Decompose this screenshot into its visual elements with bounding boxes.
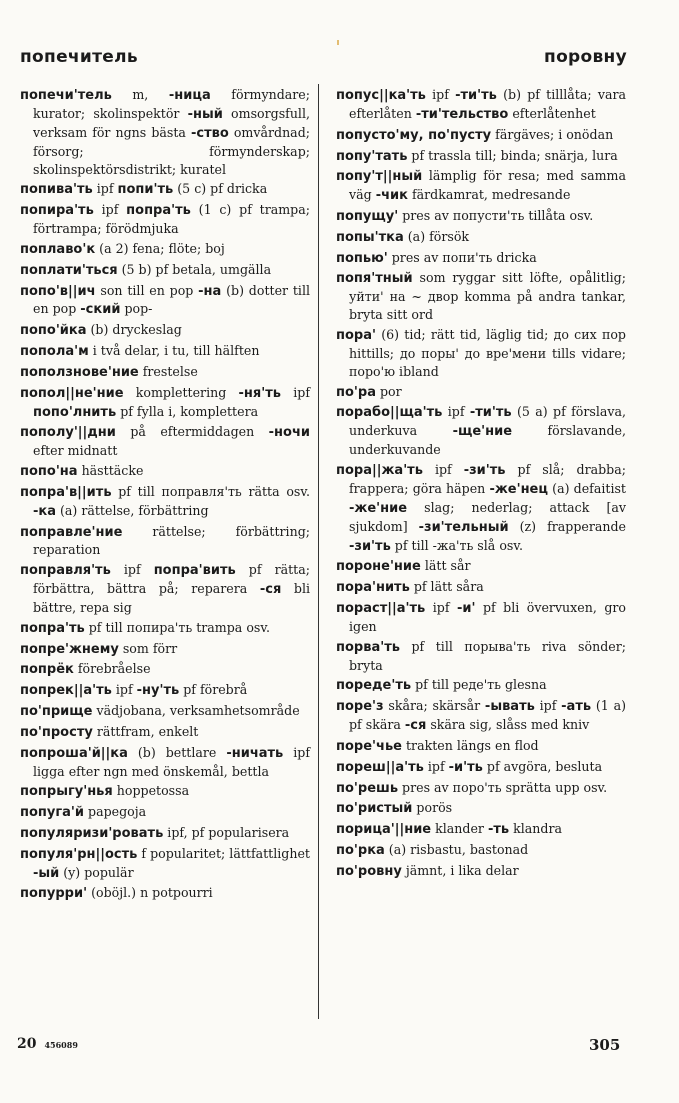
- headword: порабо||ща'ть: [336, 405, 443, 421]
- headword: -ский: [80, 302, 121, 318]
- headword: -ня'ть: [238, 385, 281, 401]
- headword: попурри': [20, 886, 88, 902]
- headword: попира'ть: [20, 203, 94, 219]
- headword: -и'ть: [448, 759, 483, 775]
- headword: -ница: [168, 88, 211, 103]
- headword: -ся: [259, 582, 282, 598]
- headword: попра'в||ить: [20, 484, 112, 500]
- right-column: [336, 86, 626, 883]
- dictionary-entry: по'ровну jämnt, i lika delar: [336, 862, 519, 879]
- dictionary-entry: попира'ть ipf попра'ть (1 c) pf trampa; förtrampa; förödmjuka: [20, 202, 310, 237]
- headword: -ть: [487, 822, 510, 838]
- headword: пораст||а'ть: [336, 601, 426, 617]
- dictionary-entry: попре'жнему som förr: [20, 640, 178, 657]
- headword: пореде'ть: [336, 678, 412, 694]
- dictionary-entry: попечи'тель m, -ница förmyndare; kurator; skolinspektör -ный omsorgsfull, verksam för ngns bästa -ство omvårdnad; försorg; förmynderskap; skolinspektörsdistrikt; kuratel: [20, 87, 310, 177]
- headword: -на: [198, 283, 222, 299]
- dictionary-entry: поре'з skåra; skärsår -ывать ipf -ать (1 a) pf skära -ся skära sig, slåss med kniv: [336, 698, 627, 734]
- headword: попо'на: [20, 464, 78, 480]
- dictionary-entry: пора||жа'ть ipf -зи'ть pf slå; drabba; frappera; göra häpen -же'нец (a) defaitist -же'ние slag; nederlag; attack [av sjukdom] -зи'тельный (z) frapperande -зи'ть pf till -жа'ть slå osv.: [336, 462, 626, 554]
- headword: по'рка: [336, 842, 385, 858]
- dictionary-entry: пополу'||дни på eftermiddagen -ночи efter midnatt: [20, 424, 310, 459]
- headword: -и': [456, 601, 476, 617]
- dictionary-entry: попра'ть pf till попира'ть trampa osv.: [20, 619, 270, 636]
- headword: попрёк: [20, 662, 74, 678]
- headword: -зи'ть: [349, 538, 391, 554]
- headword: попы'тка: [336, 229, 404, 245]
- headword: поползнове'ние: [20, 364, 139, 380]
- headword: попрек||а'ть: [20, 683, 112, 699]
- headword: попра'вить: [153, 563, 236, 579]
- dictionary-entry: попо'на hästtäcke: [20, 463, 144, 480]
- headword: поправля'ть: [20, 563, 111, 579]
- dictionary-entry: пореш||а'ть ipf -и'ть pf avgöra, besluta: [336, 758, 603, 775]
- dictionary-entry: попу'т||ный lämplig för resa; med samma väg -чик färdkamrat, medresande: [336, 168, 626, 204]
- headword: по'ровну: [336, 863, 402, 879]
- dictionary-entry: поправля'ть ipf попра'вить pf rätta; förbättra, bättra på; reparera -ся bli bättre, repa sig: [20, 562, 311, 616]
- headword: поре'з: [336, 699, 384, 715]
- headword: попола'м: [20, 344, 89, 360]
- folio-left: [17, 1036, 78, 1052]
- headword: попу'т||ный: [336, 169, 423, 185]
- dictionary-entry: попрёк förebråelse: [20, 661, 151, 678]
- page-number-left: 20: [17, 1036, 37, 1052]
- headword: -ти'ть: [469, 405, 512, 421]
- dictionary-entry: пора'нить pf lätt såra: [336, 579, 484, 596]
- headword: -же'ние: [349, 500, 408, 516]
- dictionary-entry: попурри' (oböjl.) n potpourri: [20, 885, 213, 902]
- headword: попре'жнему: [20, 641, 119, 657]
- dictionary-entry: поре'чье trakten längs en flod: [336, 737, 539, 754]
- headword: попо'в||ич: [20, 283, 96, 299]
- headword: попусто'му, по'пусту: [336, 127, 492, 143]
- headword: поправле'ние: [20, 524, 123, 540]
- headword: попол||не'ние: [20, 385, 124, 401]
- dictionary-entry: попо'в||ич son till en pop -на (b) dotter till en pop -ский pop-: [20, 282, 310, 318]
- headword: по'ристый: [336, 801, 413, 817]
- headword: пополу'||дни: [20, 425, 116, 441]
- dictionary-entry: порва'ть pf till порыва'ть riva sönder; bryta: [336, 638, 626, 673]
- margin-mark: [337, 40, 339, 45]
- dictionary-entry: попра'в||ить pf till поправля'ть rätta osv. -ка (a) rättelse, förbättring: [20, 483, 310, 519]
- headword: попус||ка'ть: [336, 88, 426, 103]
- dictionary-entry: пора' (6) tid; rätt tid, läglig tid; до сих пор hittills; до поры' до вре'мени tills vidare; поро'ю ibland: [336, 327, 626, 379]
- column-divider: [318, 84, 319, 1019]
- headword: популяризи'ровать: [20, 825, 164, 841]
- headword: попу'тать: [336, 148, 408, 164]
- headword: порва'ть: [336, 639, 400, 655]
- headword: попо'лнить: [33, 404, 117, 420]
- page-number-right: 305: [589, 1036, 621, 1054]
- dictionary-entry: попя'тный som ryggar sitt löfte, opålitlig; уйти' на ~ двор komma på andra tankar, bryta sitt ord: [336, 270, 626, 323]
- headword: пора'нить: [336, 580, 410, 596]
- headword: -ство: [190, 125, 229, 141]
- dictionary-entry: по'решь pres av поро'ть sprätta upp osv.: [336, 779, 608, 796]
- headword: попущу': [336, 209, 399, 224]
- running-head-right: поровну: [544, 47, 627, 67]
- headword: пороне'ние: [336, 559, 421, 575]
- dictionary-entry: попрек||а'ть ipf -ну'ть pf förebrå: [20, 682, 248, 699]
- dictionary-entry: поплаво'к (a 2) fena; flöte; boj: [20, 240, 225, 257]
- headword: -ся: [404, 718, 427, 734]
- dictionary-entry: пороне'ние lätt sår: [336, 558, 471, 575]
- dictionary-entry: попу'тать pf trassla till; binda; snärja, lura: [336, 147, 618, 164]
- headword: порица'||ние: [336, 822, 432, 838]
- headword: по'прище: [20, 704, 93, 720]
- dictionary-entry: попива'ть ipf попи'ть (5 c) pf dricka: [20, 181, 268, 198]
- dictionary-entry: попус||ка'ть ipf -ти'ть (b) pf tilllåta; vara efterlåten -ти'тельство efterlåtenhet: [336, 87, 626, 122]
- dictionary-entry: поползнове'ние frestelse: [20, 363, 198, 380]
- dictionary-entry: по'прище vädjobana, verksamhetsområde: [20, 703, 300, 720]
- headword: попра'ть: [20, 620, 85, 636]
- headword: по'ра: [336, 384, 376, 400]
- headword: -зи'ть: [463, 463, 506, 479]
- dictionary-entry: пораст||а'ть ipf -и' pf bli övervuxen, gro igen: [336, 600, 626, 634]
- headword: попива'ть: [20, 182, 93, 198]
- headword: по'решь: [336, 780, 399, 796]
- dictionary-entry: порабо||ща'ть ipf -ти'ть (5 a) pf förslava, underkuva -ще'ние förslavande, underkuvande: [336, 404, 626, 458]
- headword: пореш||а'ть: [336, 759, 424, 775]
- dictionary-entry: пореде'ть pf till реде'ть glesna: [336, 677, 547, 694]
- dictionary-entry: попроша'й||ка (b) bettlare -ничать ipf ligga efter ngn med önskemål, bettla: [20, 744, 310, 779]
- headword: -ти'ть: [455, 88, 497, 103]
- headword: по'просту: [20, 724, 93, 740]
- dictionary-entry: попы'тка (a) försök: [336, 228, 470, 245]
- headword: -ти'тельство: [415, 106, 509, 122]
- dictionary-entry: попущу' pres av попусти'ть tillåta osv.: [336, 208, 594, 224]
- headword: -ный: [187, 106, 223, 122]
- dictionary-entry: попусто'му, по'пусту färgäves; i onödan: [336, 126, 614, 143]
- dictionary-entry: по'ристый porös: [336, 800, 453, 817]
- headword: -ывать: [484, 699, 535, 715]
- dictionary-entry: поправле'ние rättelse; förbättring; reparation: [20, 523, 310, 558]
- dictionary-entry: поплати'ться (5 b) pf betala, umgälla: [20, 261, 272, 278]
- headword: -зи'тельный: [418, 519, 509, 535]
- dictionary-entry: популя'рн||ость f popularitet; lättfattlighet -ый (y) populär: [20, 845, 310, 881]
- dictionary-entry: попола'м i två delar, i tu, till hälften: [20, 343, 260, 360]
- dictionary-entry: порица'||ние klander -ть klandra: [336, 821, 562, 838]
- headword: -ночи: [268, 425, 310, 441]
- headword: популя'рн||ость: [20, 846, 138, 862]
- dictionary-entry: по'рка (a) risbastu, bastonad: [336, 841, 529, 858]
- headword: -ще'ние: [452, 424, 513, 440]
- headword: попрыгу'нья: [20, 784, 113, 800]
- headword: поплати'ться: [20, 262, 118, 278]
- headword: попра'ть: [126, 203, 191, 219]
- headword: попя'тный: [336, 271, 413, 287]
- headword: поплаво'к: [20, 241, 96, 257]
- headword: пора||жа'ть: [336, 463, 423, 479]
- headword: -ну'ть: [136, 683, 180, 699]
- headword: -ать: [561, 699, 592, 715]
- dictionary-entry: попью' pres av попи'ть dricka: [336, 249, 537, 266]
- headword: -ка: [33, 503, 56, 519]
- headword: попи'ть: [117, 182, 174, 198]
- headword: попо'йка: [20, 323, 87, 339]
- headword: -ничать: [226, 745, 284, 761]
- dictionary-entry: по'ра por: [336, 383, 402, 400]
- headword: -же'нец: [489, 481, 549, 497]
- print-code: 456089: [44, 1040, 78, 1050]
- dictionary-entry: попуга'й papegoja: [20, 804, 147, 821]
- running-head-left: попечитель: [20, 47, 138, 67]
- dictionary-entry: по'просту rättfram, enkelt: [20, 723, 199, 740]
- dictionary-entry: попрыгу'нья hoppetossa: [20, 783, 190, 800]
- headword: -чик: [375, 188, 408, 204]
- headword: попроша'й||ка: [20, 745, 128, 761]
- dictionary-entry: попо'йка (b) dryckeslag: [20, 322, 182, 339]
- headword: попью': [336, 250, 388, 266]
- headword: поре'чье: [336, 738, 402, 754]
- headword: попуга'й: [20, 805, 85, 821]
- dictionary-entry: попол||не'ние komplettering -ня'ть ipf попо'лнить pf fylla i, komplettera: [20, 384, 310, 420]
- headword: попечи'тель: [20, 88, 112, 103]
- dictionary-entry: популяризи'ровать ipf, pf popularisera: [20, 824, 290, 841]
- headword: пора': [336, 328, 376, 343]
- headword: -ый: [33, 865, 60, 881]
- left-column: [20, 86, 310, 905]
